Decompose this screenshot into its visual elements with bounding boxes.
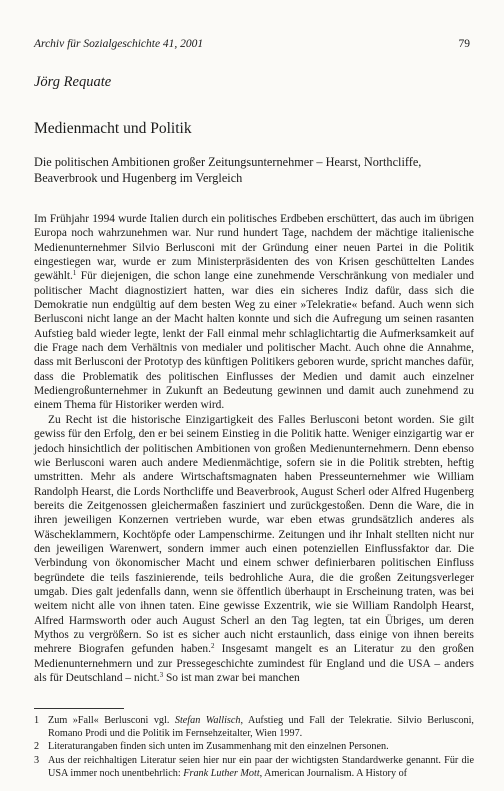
running-head xyxy=(34,38,470,50)
footnote-3 xyxy=(34,754,474,780)
paragraph-2-text-a: Zu Recht ist die historische Einzigartigkeit des Falles Berlusconi betont worden. Sie gilt gewiss für den Erfolg, den er bei seinem Einstieg in die Politik hatte. Weniger einzigartig war er jedoch hinsichtlich der politischen Ambitionen von großen Medienunternehmern. Denn ebenso wie Berlusconi waren auch andere Medienmächtige, sofern sie in die Politik strebten, heftig umstritten. Mehr als andere Wirtschaftsmagnaten haben Presseunternehmer wie William Randolph Hearst, die Lords Northcliffe und Beaverbrook, August Scherl oder Alfred Hugenberg bereits die Zeitgenossen gleichermaßen fasziniert und zurückgestoßen. Denn die Ware, die in ihren jeweiligen Konzernen vertrieben wurde, war eben etwas grundsätzlich anderes als Wäscheklammern, Kochtöpfe oder Lampenschirme. Zeitungen und ihr Inhalt stellten nicht nur den jeweiligen Warenwert, sondern immer auch einen potenziellen Einflussfaktor dar. Die Verbindung von ökonomischer Macht und einem schwer definierbaren politischen Einfluss begründete die teils faszinierende, teils bedrohliche Aura, die die großen Zeitungsverleger umgab. Dies galt jedenfalls dann, wenn sie öffentlich überhaupt in Erscheinung traten, was bei weitem nicht alle von ihnen taten. Eine gewisse Exzentrik, wie sie William Randolph Hearst, Alfred Harmsworth oder auch August Scherl an den Tag legten, tat ein Übriges, um deren Mythos zu vergrößern. So ist es sicher auch nicht erstaunlich, dass einige von ihnen bereits mehrere Biografen gefunden haben. xyxy=(34,413,474,656)
footnote-text-a: Literaturangaben finden sich unten im Zusammenhang mit den einzelnen Personen. xyxy=(48,741,389,753)
footnote-ref-3[interactable]: 3 xyxy=(159,671,164,679)
journal-title: Archiv für Sozialgeschichte 41, 2001 xyxy=(34,38,204,50)
footnote-author: Stefan Wallisch xyxy=(174,715,241,726)
footnote-number: 3 xyxy=(34,754,40,766)
footnote-ref-2[interactable]: 2 xyxy=(210,642,215,651)
article-subtitle: Die politischen Ambitionen großer Zeitungsunternehmer – Hearst, Northcliffe, Beaverbrook und Hugenberg im Vergleich xyxy=(34,155,422,185)
article-body xyxy=(34,212,474,685)
footnote-text xyxy=(48,714,474,740)
footnotes xyxy=(34,714,474,780)
footnote-text-a: Aus der reichhaltigen Literatur seien hier nur ein paar der wichtigsten Standardwerke genannt. Für die USA immer noch unentbehrlich: xyxy=(48,754,474,779)
paragraph-1-text-a: Im Frühjahr 1994 wurde Italien durch ein politisches Erdbeben erschüttert, das auch im übrigen Europa noch wahrzunehmen war. Nur rund hundert Tage, nachdem der mächtige italienische Medienunternehmer Silvio Berlusconi mit der Gründung einer neuen Partei in die Politik eingestiegen war, wurde er zum Ministerpräsidenten des von Krisen geschüttelten Landes gewählt. xyxy=(34,213,474,283)
footnote-author: Frank Luther Mott xyxy=(183,767,260,779)
article-title: Medienmacht und Politik xyxy=(34,120,192,137)
footnote-2 xyxy=(34,740,474,753)
footnote-number: 2 xyxy=(34,741,40,753)
footnote-text-a: Zum »Fall« Berlusconi vgl. xyxy=(48,715,175,726)
author-name: Jörg Requate xyxy=(34,74,112,90)
footnote-number: 1 xyxy=(34,715,40,726)
footnote-divider xyxy=(34,708,124,709)
footnote-1 xyxy=(34,714,474,740)
footnote-text-b: , American Journalism. A History of xyxy=(259,767,408,779)
footnote-text xyxy=(48,740,474,753)
body-paragraph-2 xyxy=(34,413,474,686)
paragraph-2-text-c: So ist man zwar bei manchen xyxy=(163,672,300,684)
body-paragraph-1 xyxy=(34,212,474,413)
paragraph-1-text-b: Für diejenigen, die schon lange eine zunehmende Verschränkung von medialer und politischer Macht diagnostiziert hatten, war dies ein sicheres Indiz dafür, dass sich die Demokratie nun endgültig auf dem besten Weg zu einer »Telekratie« befand. Auch wenn sich Berlusconi nicht lange an der Macht halten konnte und sich die Aufregung um seinen rasanten Aufstieg bald wieder legte, lenkt der Fall einmal mehr schlaglichtartig die Aufmerksamkeit auf die Frage nach dem Verhältnis von medialer und politischer Macht. Auch ohne die Annahme, dass mit Berlusconi der Prototyp des künftigen Politikers geboren wurde, spricht manches dafür, dass die Problematik des politischen Einflusses der Medien und damit auch einzelner Mediengroßunternehmer in Zukunft an Bedeutung gewinnen und damit auch zunehmend zu einem Thema für Historiker werden wird. xyxy=(34,270,474,412)
footnote-text-b: , Aufstieg und Fall der Telekratie. Silvio Berlusconi, Romano Prodi und die Politik im Fernsehzeitalter, Wien 1997. xyxy=(48,715,474,740)
paragraph-2-text-b: Insgesamt mangelt es an Literatur zu den großen Medienunternehmern und zur Pressegeschichte zumindest für England und die USA – anders als für Deutschland – nicht. xyxy=(34,643,475,684)
footnote-text xyxy=(48,754,474,780)
footnote-ref-1[interactable]: 1 xyxy=(72,269,77,278)
page-number: 79 xyxy=(458,38,470,50)
